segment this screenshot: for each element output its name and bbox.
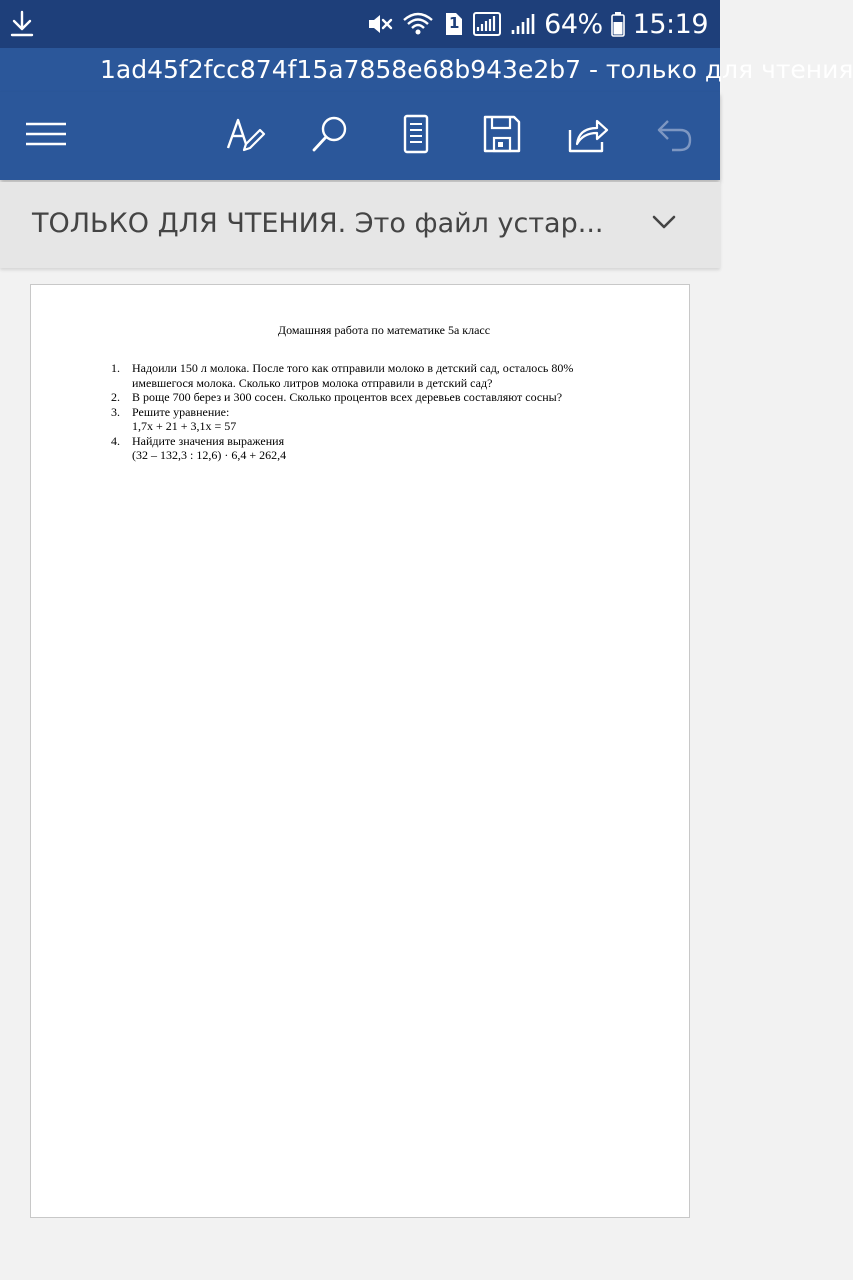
item-text-continued: имевшегося молока. Сколько литров молока отправили в детский сад?: [132, 375, 493, 390]
undo-icon: [656, 116, 692, 157]
battery-icon: [611, 11, 625, 37]
save-button[interactable]: [476, 110, 528, 162]
search-button[interactable]: [304, 110, 356, 162]
item-number: 4.: [111, 433, 120, 448]
document-heading: Домашняя работа по математике 5а класс: [277, 323, 491, 337]
item-text: Надоили 150 л молока. После того как отправили молоко в детский сад, осталось 80%: [132, 361, 574, 375]
title-bar: [0, 48, 853, 92]
sim-badge: 1: [448, 14, 460, 32]
clock: 15:19: [632, 8, 708, 40]
wifi-icon: [402, 11, 434, 37]
undo-button[interactable]: [648, 110, 700, 162]
save-icon: [482, 114, 522, 159]
sim-icon: [442, 11, 464, 37]
menu-button[interactable]: [20, 110, 72, 162]
notice-text: ТОЛЬКО ДЛЯ ЧТЕНИЯ. Это файл устар...: [32, 208, 604, 239]
signal-icon: [472, 11, 502, 37]
expression: (32 – 132,3 : 12,6) · 6,4 + 262,4: [132, 448, 287, 462]
list-item: [111, 434, 631, 463]
share-button[interactable]: [562, 110, 614, 162]
item-text: Решите уравнение:: [132, 404, 230, 419]
item-text: В роще 700 берез и 300 сосен. Сколько процентов всех деревьев составляют сосны?: [132, 390, 563, 404]
document-title: 1ad45f2fcc874f15a7858e68b943e2b7 - только для чтения: [100, 55, 853, 84]
toolbar: [0, 92, 720, 180]
edit-button[interactable]: [220, 110, 272, 162]
mobile-view-icon: [402, 114, 430, 159]
item-number: 3.: [111, 404, 120, 419]
download-icon: [10, 10, 34, 38]
expand-notice-button[interactable]: [648, 208, 680, 240]
list-item: [111, 361, 631, 390]
list-item: [111, 390, 631, 405]
task-list: [111, 361, 631, 463]
item-text: Найдите значения выражения: [132, 433, 285, 448]
edit-icon: [226, 114, 266, 159]
item-number: 1.: [111, 361, 120, 375]
battery-percent: 64%: [544, 8, 603, 40]
item-number: 2.: [111, 390, 120, 404]
share-icon: [567, 114, 609, 159]
search-icon: [310, 114, 350, 159]
document-page[interactable]: [30, 284, 690, 1218]
status-bar: [0, 0, 720, 48]
equation: 1,7х + 21 + 3,1х = 57: [132, 419, 237, 433]
menu-icon: [26, 122, 66, 151]
list-item: [111, 405, 631, 434]
mobile-view-button[interactable]: [390, 110, 442, 162]
signal-icon-2: [510, 11, 536, 37]
read-only-notice[interactable]: [0, 182, 720, 268]
mute-icon: [366, 11, 394, 37]
chevron-down-icon: [651, 214, 677, 235]
